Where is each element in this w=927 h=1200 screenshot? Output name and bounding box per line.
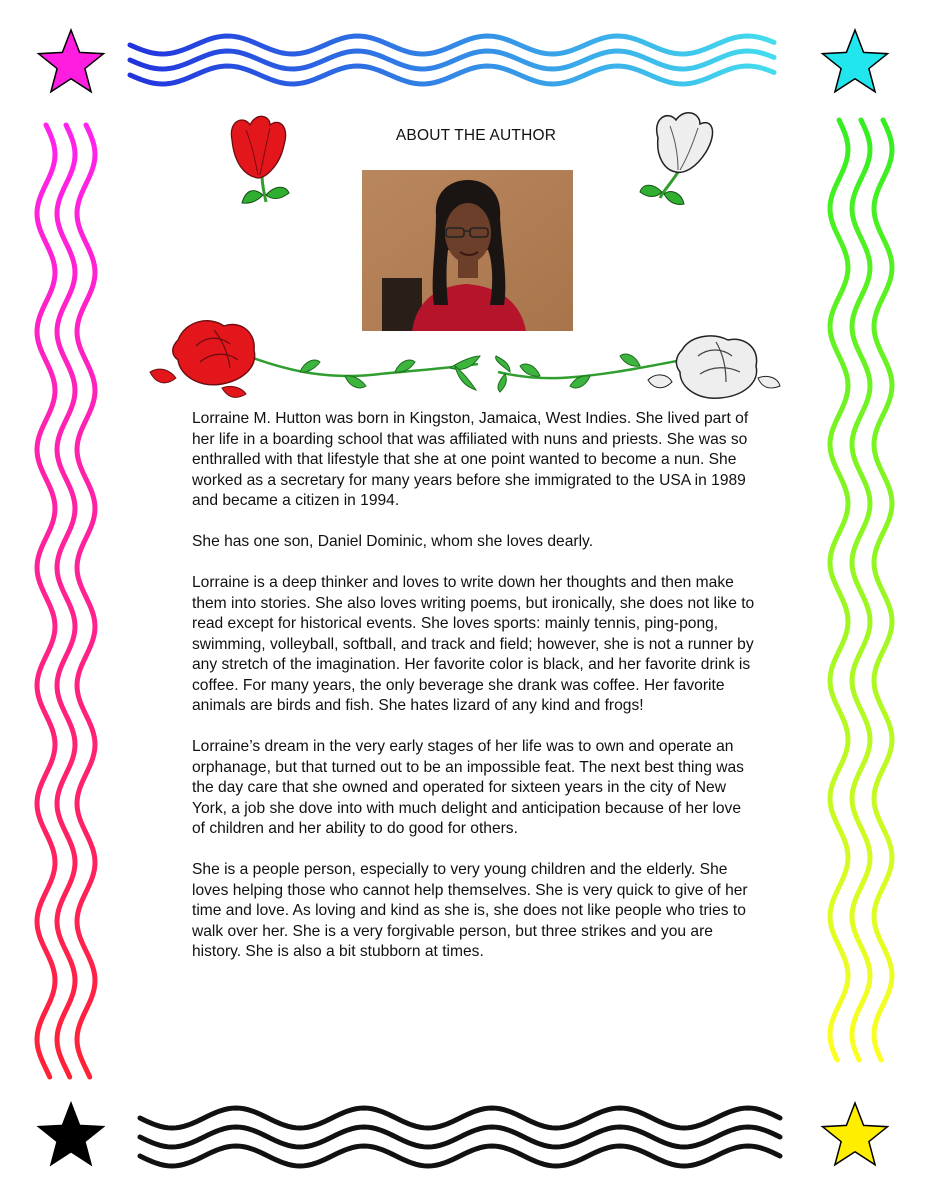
page-title: ABOUT THE AUTHOR — [395, 127, 557, 144]
right-wavy-border — [830, 120, 892, 1060]
star-top-left-icon — [39, 30, 104, 92]
bottom-wavy-border — [140, 1108, 780, 1166]
author-photo — [362, 170, 573, 331]
bio-paragraph-family: She has one son, Daniel Dominic, whom she loves dearly. — [192, 533, 594, 550]
bio-paragraph-interests: Lorraine is a deep thinker and loves to write down her thoughts and then make them into stories. She also loves writing poems, but ironically, she does not like to read except for historical events. She loves sports: mainly tennis, ping-pong, swimming, volleyball, softball, and track and field; however, she is not a runner by any stretch of the imagination. Her favorite color is black, and her favorite drink is coffee. For many years, the only beverage she drank was coffee. Her favorite animals are birds and fish. She hates lizard of any kind and frogs! — [192, 574, 755, 714]
bio-paragraph-birth: Lorraine M. Hutton was born in Kingston, Jamaica, West Indies. She lived part of her life in a boarding school that was affiliated with nuns and priests. She was so enthralled with that lifestyle that she at one point wanted to become a nun. She worked as a secretary for many years before she immigrated to the USA in 1989 and became a citizen in 1994. — [192, 410, 749, 509]
star-bottom-left-icon — [39, 1103, 104, 1165]
left-wavy-border — [37, 125, 95, 1077]
top-wavy-border — [130, 36, 774, 84]
white-rose-vine-icon — [496, 336, 780, 398]
star-bottom-right-icon — [823, 1103, 888, 1165]
red-tulip-icon — [231, 116, 289, 203]
red-rose-vine-icon — [150, 321, 480, 398]
author-biography — [192, 409, 758, 983]
star-top-right-icon — [823, 30, 888, 92]
bio-paragraph-personality: She is a people person, especially to very young children and the elderly. She loves helping those who cannot help themselves. She is very quick to give of her time and love. As loving and kind as she is, she does not like people who tries to walk over her. She is a very forgivable person, but three strikes and you are history. She is also a bit stubborn at times. — [192, 861, 748, 960]
bio-paragraph-dream: Lorraine’s dream in the very early stages of her life was to own and operate an orphanage, but that turned out to be an impossible feat. The next best thing was the day care that she owned and operated for sixteen years in the city of New York, a job she dove into with much delight and anticipation because of her love of children and her ability to do good for others. — [192, 738, 744, 837]
